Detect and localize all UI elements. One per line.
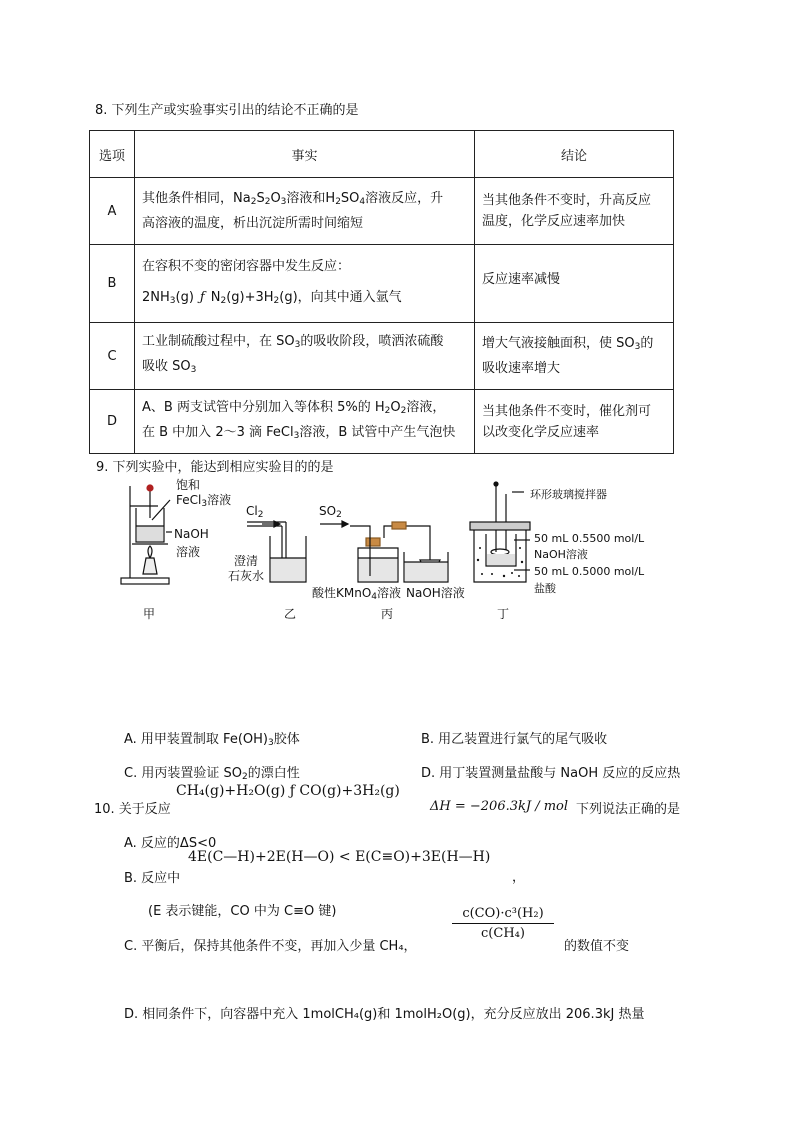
q9-option-b: B. 用乙装置进行氯气的尾气吸收 bbox=[421, 732, 608, 747]
label-jia-saturated: 饱和 bbox=[176, 478, 201, 492]
fraction-denominator: c(CH₄) bbox=[481, 926, 525, 941]
q10-option-b-note: (E 表示键能，CO 中为 C≡O 键) bbox=[148, 904, 337, 919]
caption-jia: 甲 bbox=[143, 607, 156, 621]
row-fact: 在容积不变的密闭容器中发生反应： $2NH_3(g)$ ƒ $N_2(g)+3H_2(g)$，向其中通入氩气 bbox=[135, 245, 475, 323]
label-yi-limewater-1: 澄清 bbox=[234, 554, 259, 568]
row-conclusion: 当其他条件不变时，升高反应 温度，化学反应速率加快 bbox=[475, 178, 674, 245]
q10-option-b: B. 反应中 bbox=[124, 871, 181, 886]
label-yi-cl2: $Cl_2$ bbox=[246, 504, 264, 520]
row-fact: 其他条件相同，$Na_2S_2O_3$溶液和$H_2SO_4$溶液反应，升 高溶液的温度，析出沉淀所需时间缩短 bbox=[135, 178, 475, 245]
q10-option-b-comma: ， bbox=[512, 870, 526, 885]
label-ding-hcl-2: 盐酸 bbox=[534, 582, 556, 595]
row-option: B bbox=[90, 245, 135, 323]
header-conclusion: 结论 bbox=[475, 131, 674, 178]
q10-option-a: A. 反应的ΔS<0 bbox=[124, 836, 217, 851]
table-header-row bbox=[90, 131, 674, 178]
label-bing-so2: $SO_2$ bbox=[319, 504, 342, 520]
row-conclusion: 增大气液接触面积，使 $SO_3$的 吸收速率增大 bbox=[475, 323, 674, 390]
row-option: C bbox=[90, 323, 135, 390]
label-jia-naoh: NaOH bbox=[174, 527, 209, 541]
apparatus-jia bbox=[121, 485, 172, 584]
q10-option-b-equation: 4E(C—H)+2E(H—O) < E(C≡O)+3E(H—H) bbox=[188, 849, 491, 865]
row-option: D bbox=[90, 390, 135, 454]
label-jia-fecl3: FeCl$_3$溶液 bbox=[176, 493, 232, 509]
row-fact: A、B 两支试管中分别加入等体积 5%的 $H_2O_2$溶液， 在 B 中加入 2～3 滴 FeCl$_3$溶液，B 试管中产生气泡快 bbox=[135, 390, 475, 454]
table-row bbox=[90, 390, 674, 454]
fraction-numerator: c(CO)·c³(H₂) bbox=[462, 906, 544, 921]
q9-stem: 9. 下列实验中，能达到相应实验目的的是 bbox=[96, 460, 334, 475]
q8-stem: 8. 下列生产或实验事实引出的结论不正确的是 bbox=[95, 103, 359, 118]
label-ding-stirrer: 环形玻璃搅拌器 bbox=[530, 488, 607, 501]
label-bing-kmno4: 酸性KMnO$_4$溶液 bbox=[312, 586, 402, 602]
label-yi-limewater-2: 石灰水 bbox=[228, 569, 265, 583]
q9-option-d: D. 用丁装置测量盐酸与 NaOH 反应的反应热 bbox=[421, 766, 681, 781]
label-bing-naoh: NaOH溶液 bbox=[406, 586, 465, 600]
q10-stem: 10. 关于反应 bbox=[94, 802, 171, 817]
apparatus-ding bbox=[470, 482, 530, 582]
row-fact: 工业制硫酸过程中，在 $SO_3$的吸收阶段，喷洒浓硫酸 吸收 $SO_3$ bbox=[135, 323, 475, 390]
header-option: 选项 bbox=[90, 131, 135, 178]
caption-yi: 乙 bbox=[284, 607, 297, 621]
q10-option-c-fraction bbox=[452, 906, 554, 941]
apparatus-bing bbox=[320, 521, 448, 582]
q10-stem-tail: 下列说法正确的是 bbox=[576, 802, 681, 817]
q10-equation: CH₄(g)+H₂O(g) ƒ CO(g)+3H₂(g) bbox=[176, 783, 400, 799]
row-option: A bbox=[90, 178, 135, 245]
q8-table bbox=[89, 130, 674, 454]
q10-enthalpy: ΔH = −206.3kJ / mol bbox=[430, 799, 569, 814]
q9-option-c: C. 用丙装置验证 $SO_2$的漂白性 bbox=[124, 766, 300, 782]
q9-option-a: A. 用甲装置制取 $Fe(OH)_3$胶体 bbox=[124, 732, 300, 748]
q10-option-c-tail: 的数值不变 bbox=[564, 939, 630, 954]
header-fact: 事实 bbox=[135, 131, 475, 178]
row-conclusion: 当其他条件不变时，催化剂可 以改变化学反应速率 bbox=[475, 390, 674, 454]
label-jia-naoh-solution: 溶液 bbox=[176, 545, 201, 559]
caption-bing: 丙 bbox=[381, 607, 394, 621]
label-ding-naoh-2: NaOH溶液 bbox=[534, 548, 588, 561]
q10-option-d: D. 相同条件下，向容器中充入 1molCH₄(g)和 1molH₂O(g)，充分反应放出 206.3kJ 热量 bbox=[124, 1007, 645, 1022]
table-row bbox=[90, 178, 674, 245]
label-ding-naoh-1: 50 mL 0.5500 mol/L bbox=[534, 532, 645, 545]
label-ding-hcl-1: 50 mL 0.5000 mol/L bbox=[534, 565, 645, 578]
row-conclusion: 反应速率减慢 bbox=[475, 245, 674, 323]
table-row bbox=[90, 245, 674, 323]
fraction-bar bbox=[452, 923, 554, 924]
table-row bbox=[90, 323, 674, 390]
q10-option-c: C. 平衡后，保持其他条件不变，再加入少量 CH₄， bbox=[124, 939, 417, 954]
caption-ding: 丁 bbox=[497, 607, 510, 621]
